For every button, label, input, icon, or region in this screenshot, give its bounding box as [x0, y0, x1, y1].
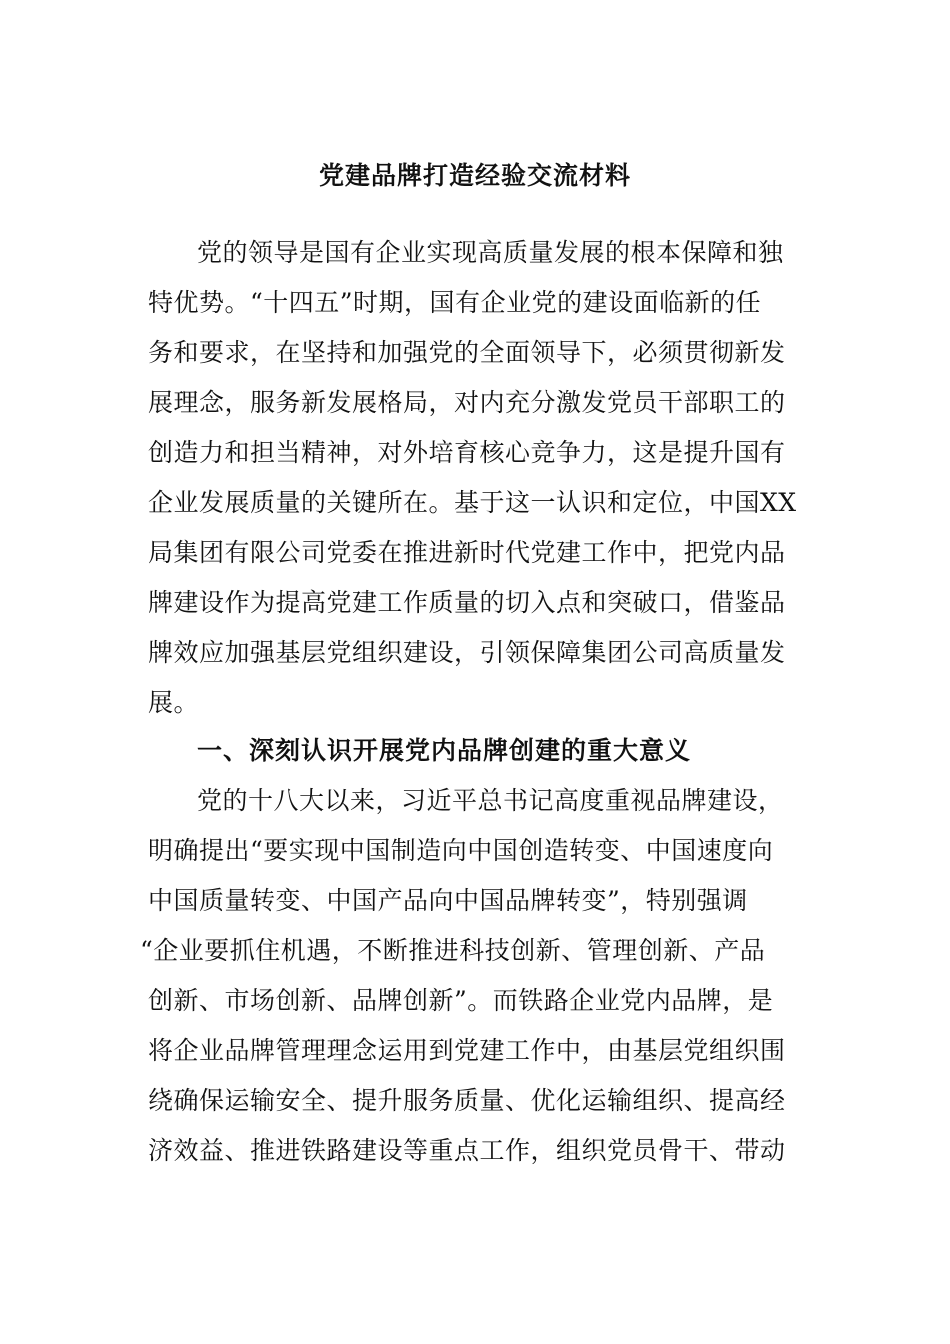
paragraph-line: 创造力和担当精神，对外培育核心竞争力，这是提升国有 [148, 438, 786, 467]
paragraph-line: 党的十八大以来，习近平总书记高度重视品牌建设， [197, 786, 784, 815]
paragraph-line: 绕确保运输安全、提升服务质量、优化运输组织、提高经 [148, 1086, 786, 1115]
paragraph-line: 将企业品牌管理理念运用到党建工作中，由基层党组织围 [148, 1036, 786, 1065]
document-title: 党建品牌打造经验交流材料 [318, 161, 631, 190]
paragraph-line: 局集团有限公司党委在推进新时代党建工作中，把党内品 [148, 538, 786, 567]
paragraph-line: 中国质量转变、中国产品向中国品牌转变”，特别强调 [148, 886, 748, 915]
paragraph-line: 牌建设作为提高党建工作质量的切入点和突破口，借鉴品 [148, 588, 786, 617]
paragraph-line: 展理念，服务新发展格局，对内充分激发党员干部职工的 [148, 388, 786, 417]
paragraph-line: 牌效应加强基层党组织建设，引领保障集团公司高质量发 [148, 638, 786, 667]
section-heading: 一、深刻认识开展党内品牌创建的重大意义 [197, 736, 692, 765]
paragraph-line: 务和要求，在坚持和加强党的全面领导下，必须贯彻新发 [148, 338, 786, 367]
paragraph-line: 济效益、推进铁路建设等重点工作，组织党员骨干、带动 [148, 1136, 786, 1165]
paragraph-line: 创新、市场创新、品牌创新”。而铁路企业党内品牌，是 [148, 986, 774, 1015]
paragraph-line: 特优势。“十四五”时期，国有企业党的建设面临新的任 [148, 288, 762, 317]
paragraph-line: 展。 [148, 688, 200, 717]
paragraph-line: 企业发展质量的关键所在。基于这一认识和定位，中国XX [148, 488, 797, 517]
paragraph-line: 党的领导是国有企业实现高质量发展的根本保障和独 [197, 238, 784, 267]
paragraph-line: “企业要抓住机遇，不断推进科技创新、管理创新、产品 [140, 936, 766, 965]
paragraph-line: 明确提出“要实现中国制造向中国创造转变、中国速度向 [148, 836, 774, 865]
